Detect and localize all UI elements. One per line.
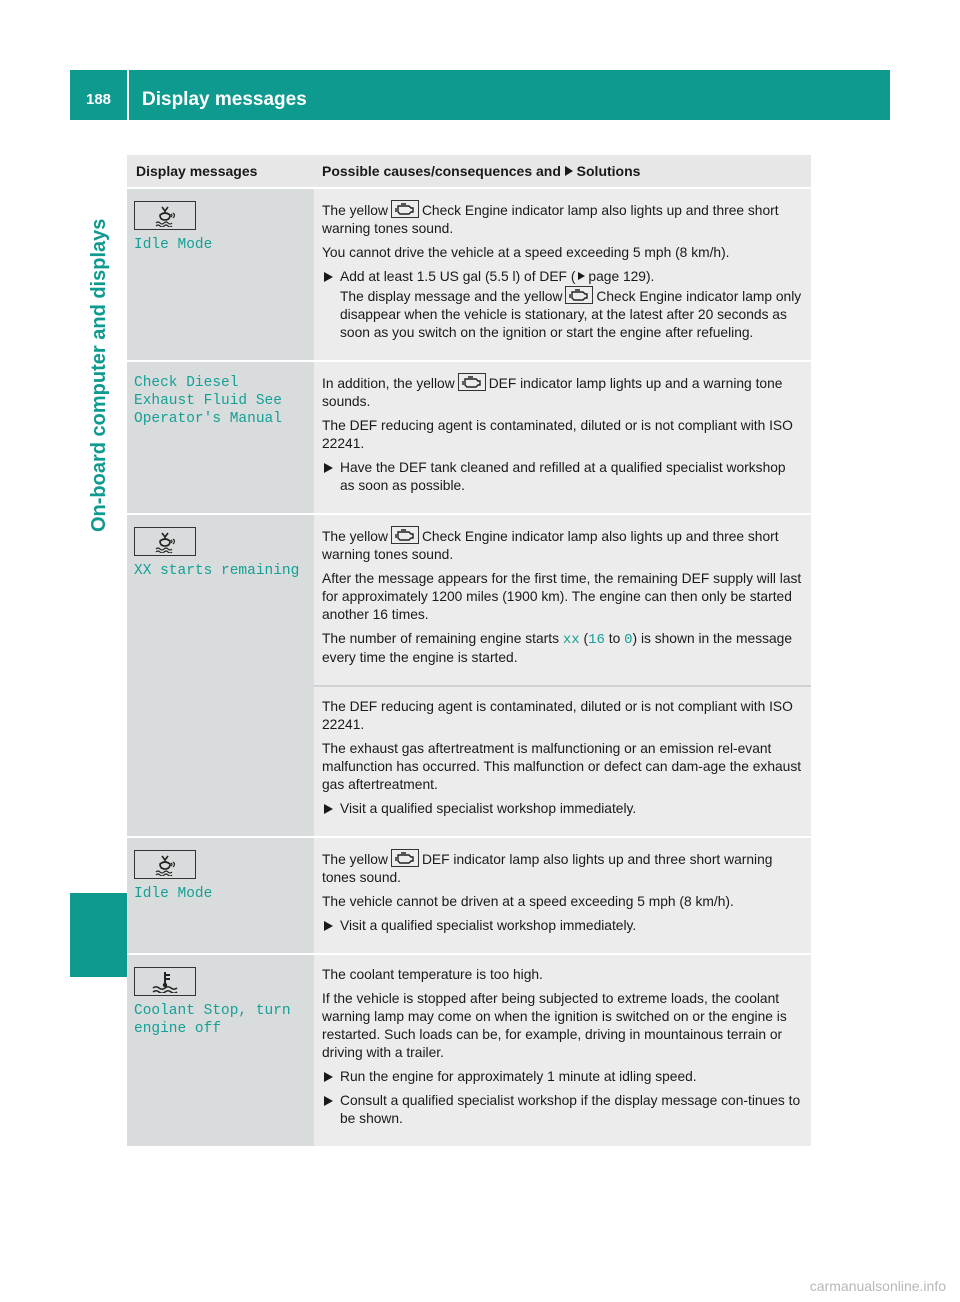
- solution-text: The coolant temperature is too high.: [322, 967, 543, 982]
- solution-step: Visit a qualified specialist workshop immediately.: [322, 800, 803, 818]
- table-header-row: [127, 155, 811, 188]
- table-row: [127, 361, 811, 514]
- page-ref-arrow-icon: [578, 272, 585, 280]
- display-message-cell: [127, 188, 314, 361]
- def-fluid-icon: [134, 850, 196, 879]
- col-header-causes-text: Possible causes/consequences and: [322, 163, 561, 179]
- solution-cell: [314, 837, 811, 954]
- solution-text: The DEF reducing agent is contaminated, diluted or is not compliant with ISO 22241.: [322, 418, 793, 451]
- display-message-cell: [127, 837, 314, 954]
- solution-step: Have the DEF tank cleaned and refilled at a qualified specialist workshop as soon as possible.: [322, 459, 803, 495]
- solution-cell: [314, 514, 811, 686]
- solution-step: Run the engine for approximately 1 minute at idling speed.: [322, 1068, 803, 1086]
- check-engine-icon: [458, 373, 486, 391]
- display-message-code: Check Diesel Exhaust Fluid See Operator's Manual: [134, 375, 282, 427]
- solution-text: The yellow DEF indicator lamp also lights up and three short warning tones sound.: [322, 849, 803, 887]
- def-fluid-icon: [134, 527, 196, 556]
- section-side-label: [84, 132, 114, 532]
- table-row: [127, 954, 811, 1147]
- solution-cell: [314, 188, 811, 361]
- solution-cell: [314, 686, 811, 837]
- solution-cell: [314, 361, 811, 514]
- solution-text: The vehicle cannot be driven at a speed exceeding 5 mph (8 km/h).: [322, 894, 734, 909]
- solution-cell: [314, 954, 811, 1147]
- solution-step: Add at least 1.5 US gal (5.5 l) of DEF ( page 129). The display message and the yellow Check Engine indicator lamp only disappear when the vehicle is stationary, at the latest after 20 seconds as soon as you switch on the ignition or start the engine after refueling.: [322, 268, 803, 342]
- def-fluid-icon: [134, 201, 196, 230]
- display-message-code: XX starts remaining: [134, 563, 300, 579]
- solution-text: The yellow Check Engine indicator lamp also lights up and three short warning tones sound.: [322, 200, 803, 238]
- table-row: [127, 188, 811, 361]
- header-divider: [127, 70, 129, 120]
- display-message-code: Idle Mode: [134, 886, 213, 902]
- display-message-cell: [127, 514, 314, 837]
- solution-text: The DEF reducing agent is contaminated, diluted or is not compliant with ISO 22241.: [322, 699, 793, 732]
- page-title: Display messages: [142, 89, 307, 110]
- col-header-display-messages: Display messages: [127, 155, 314, 188]
- solution-arrow-icon: [565, 166, 573, 176]
- solution-text: You cannot drive the vehicle at a speed exceeding 5 mph (8 km/h).: [322, 245, 730, 260]
- solution-text: In addition, the yellow DEF indicator lamp lights up and a warning tone sounds.: [322, 373, 803, 411]
- display-messages-table: [127, 155, 811, 1148]
- display-message-cell: [127, 954, 314, 1147]
- solution-text: The number of remaining engine starts xx (16 to 0) is shown in the message every time the engine is started.: [322, 631, 793, 665]
- display-message-cell: [127, 361, 314, 514]
- solution-text: The exhaust gas aftertreatment is malfunctioning or an emission rel-evant malfunction has occurred. This malfunction or defect can dam-age the exhaust gas aftertreatment.: [322, 741, 802, 792]
- section-side-text: On-board computer and displays: [88, 218, 110, 532]
- col-header-solutions: [314, 155, 811, 188]
- display-message-code: Idle Mode: [134, 237, 213, 253]
- section-marker-block: [70, 893, 127, 977]
- watermark: carmanualsonline.info: [809, 1278, 946, 1294]
- page-number: 188: [85, 91, 112, 108]
- table-row: [127, 514, 811, 686]
- solution-step: Visit a qualified specialist workshop immediately.: [322, 917, 803, 935]
- col-header-solutions-text: Solutions: [576, 163, 641, 179]
- check-engine-icon: [391, 849, 419, 867]
- check-engine-icon: [565, 286, 593, 304]
- display-message-code: Coolant Stop, turn engine off: [134, 1003, 291, 1037]
- table-row: [127, 837, 811, 954]
- solution-text: The yellow Check Engine indicator lamp also lights up and three short warning tones sound.: [322, 526, 803, 564]
- solution-text: After the message appears for the first time, the remaining DEF supply will last for approximately 1200 miles (1900 km). The engine can then only be started another 16 times.: [322, 571, 802, 622]
- check-engine-icon: [391, 200, 419, 218]
- coolant-icon: [134, 967, 196, 996]
- solution-text: If the vehicle is stopped after being subjected to extreme loads, the coolant warning lamp may come on when the ignition is switched on or the engine is restarted. Such loads can be, for example, driving in mountainous terrain or driving with a trailer.: [322, 991, 787, 1060]
- solution-step: Consult a qualified specialist workshop if the display message con-tinues to be shown.: [322, 1092, 803, 1128]
- check-engine-icon: [391, 526, 419, 544]
